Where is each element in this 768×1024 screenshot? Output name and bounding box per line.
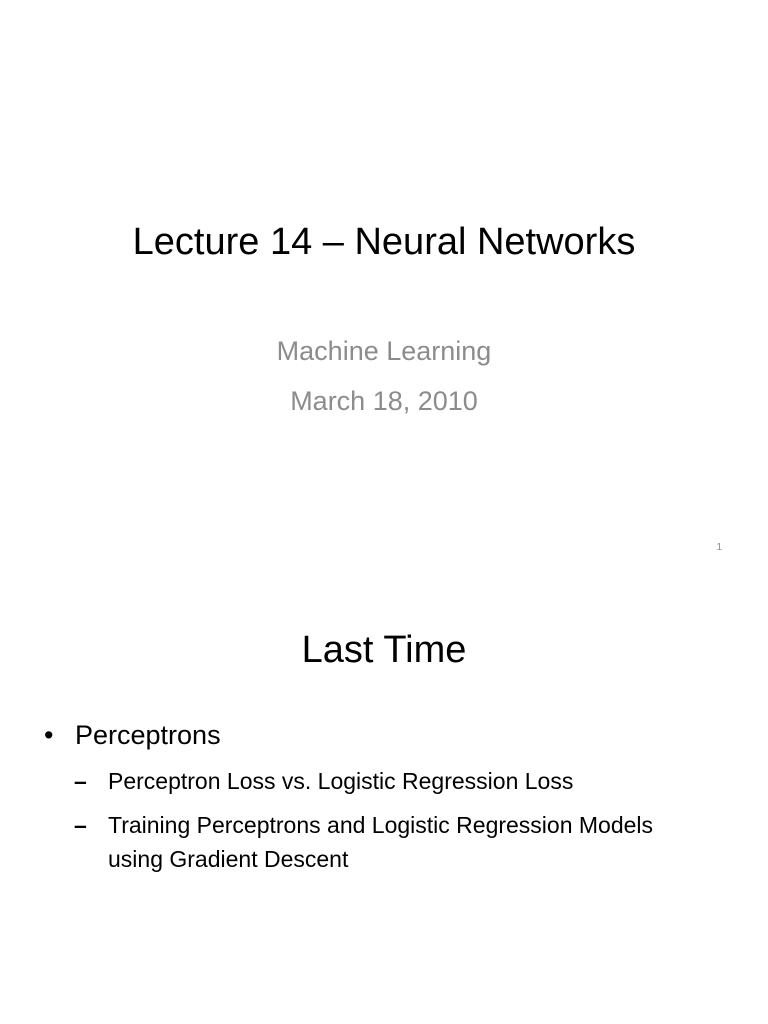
page-number: 1 [716,542,722,553]
sub-bullet-marker: – [74,812,87,838]
bullet-text: Perceptrons [75,720,221,750]
slide-subtitle-date: March 18, 2010 [290,386,478,416]
slide-subtitle-course: Machine Learning [276,336,492,366]
sub-bullet-item [74,764,694,798]
sub-bullet-text: Training Perceptrons and Logistic Regression Models using Gradient Descent [108,812,654,872]
sub-bullet-text: Perceptron Loss vs. Logistic Regression Loss [108,768,574,794]
bullet-marker: • [44,720,54,750]
slide-2 [0,576,768,1024]
slide-title: Lecture 14 – Neural Networks [132,221,636,263]
sub-bullet-item [74,808,694,876]
bullet-item [44,718,221,752]
slide-title: Last Time [301,629,467,671]
sub-bullet-marker: – [74,768,87,794]
